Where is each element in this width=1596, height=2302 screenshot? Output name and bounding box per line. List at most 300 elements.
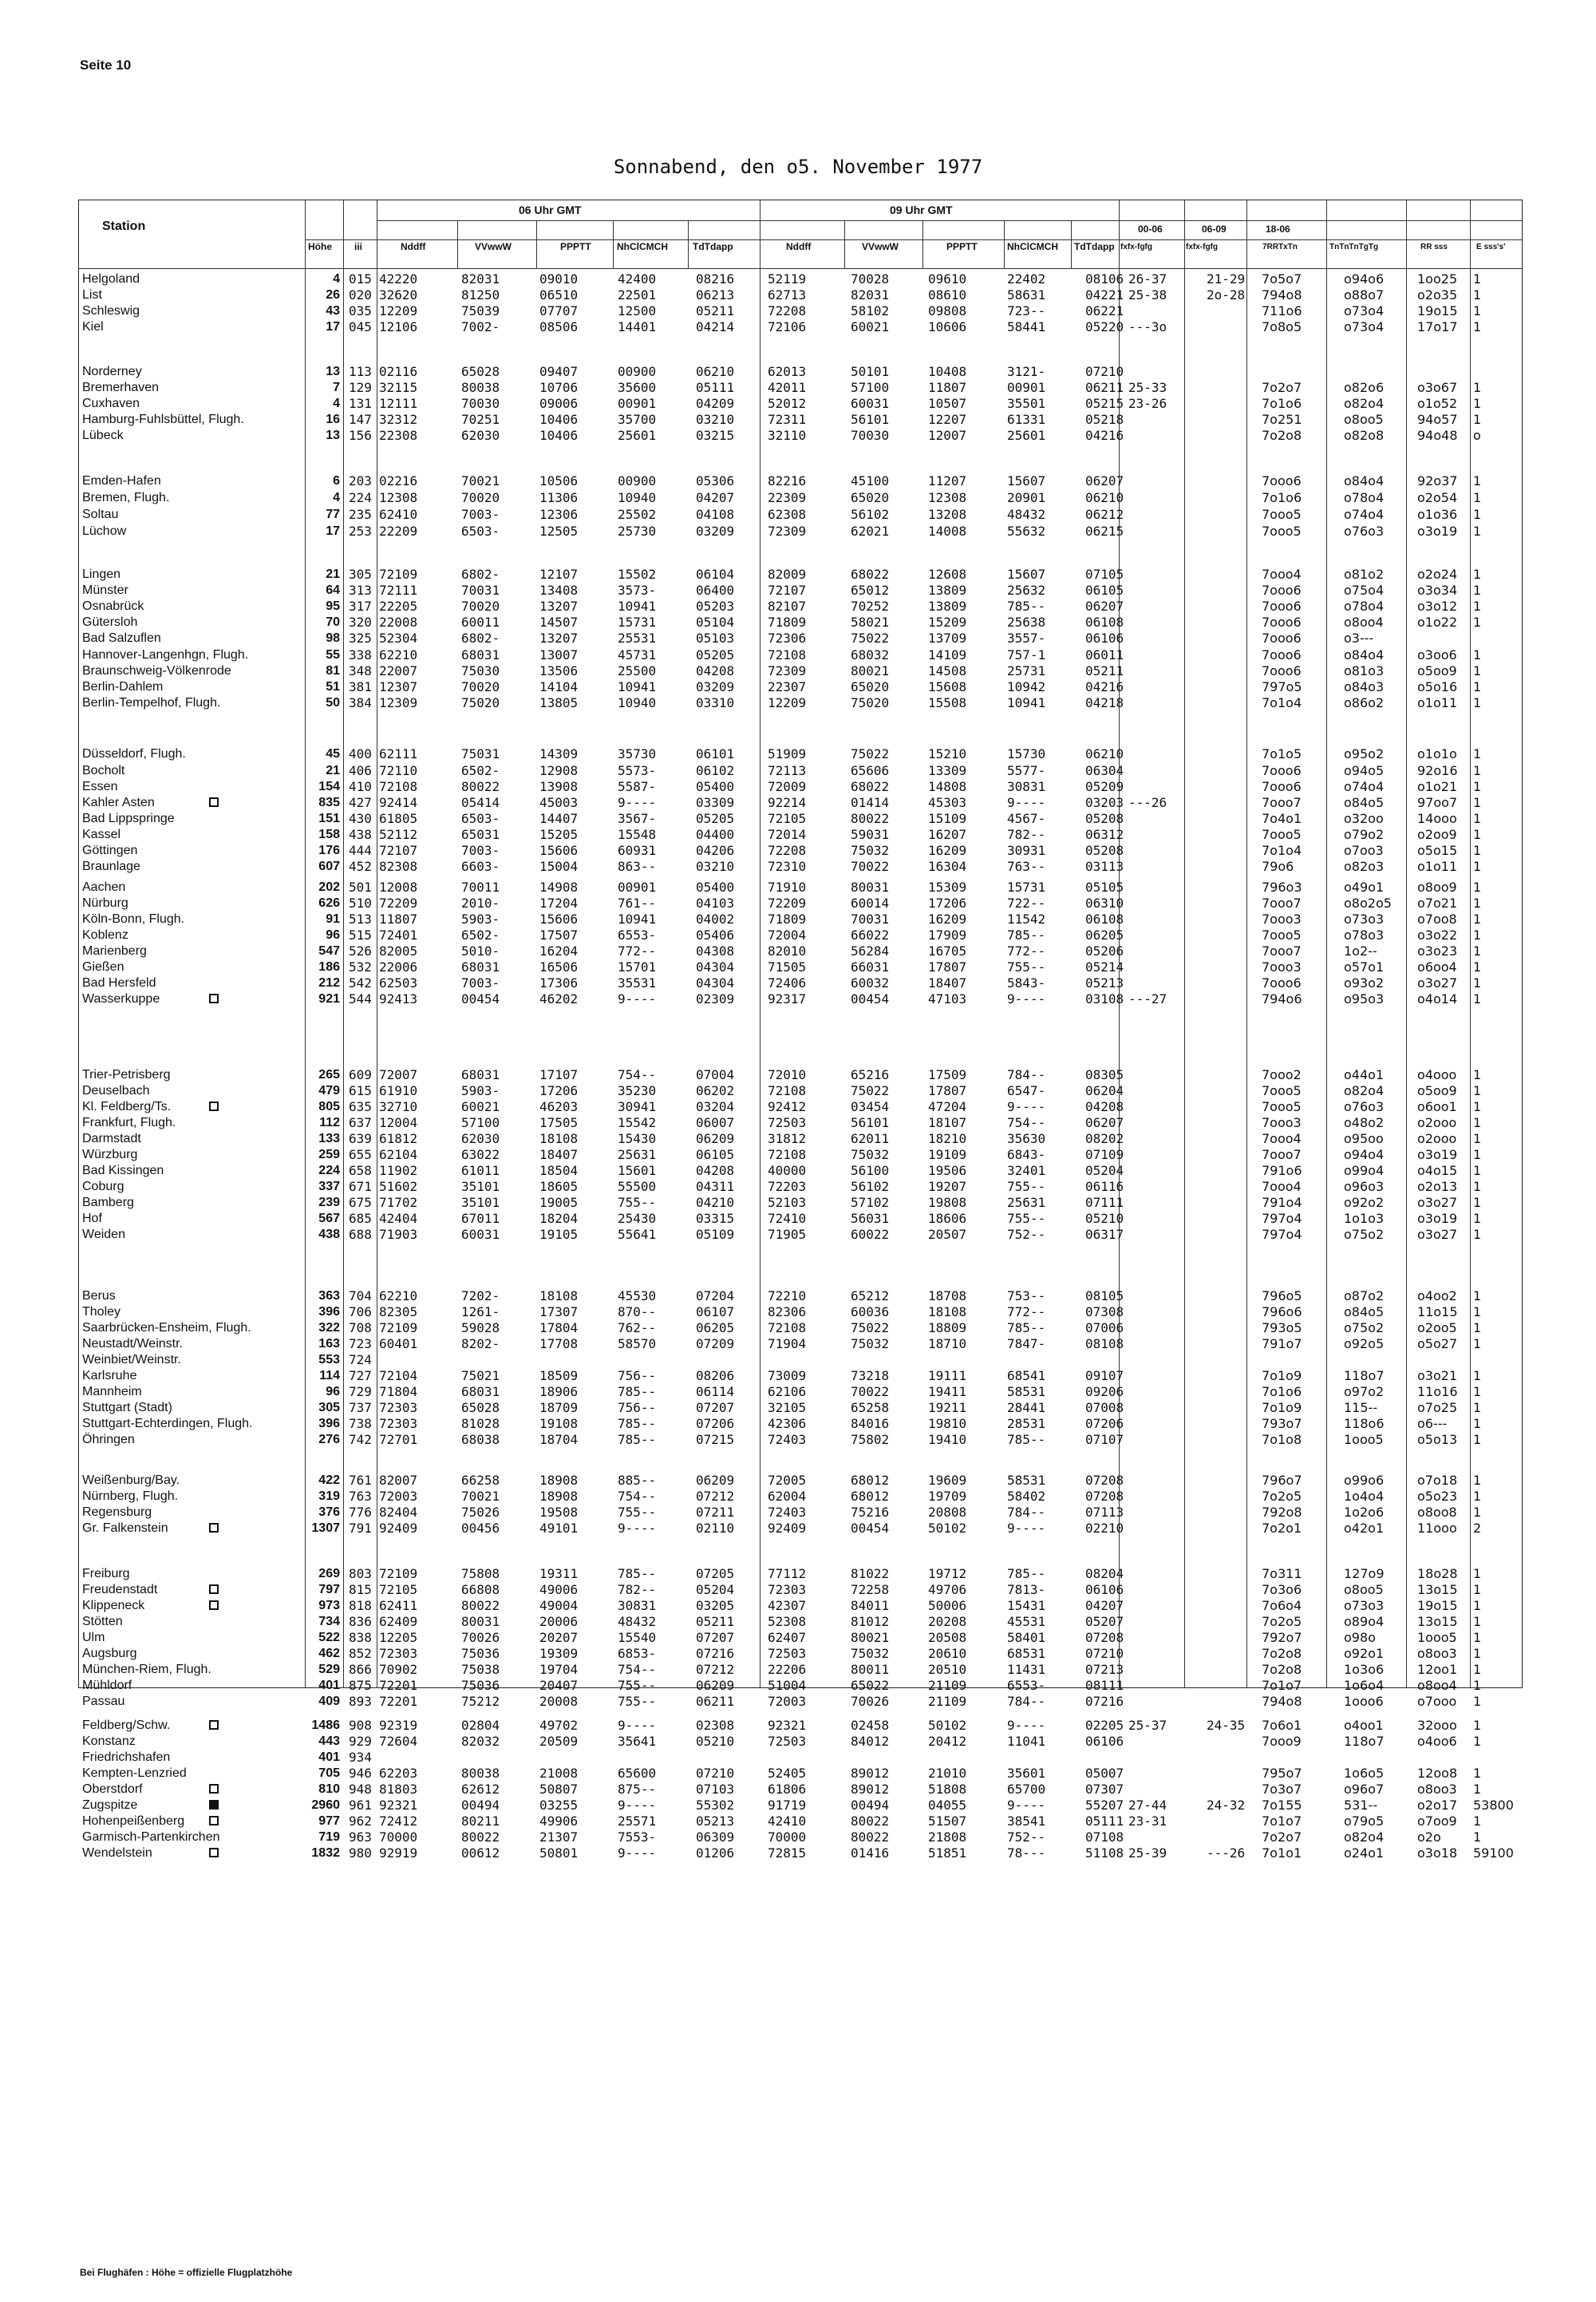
obs-group-value: 70000: [379, 1829, 418, 1845]
extra-value: o78o4: [1344, 490, 1385, 505]
gust-header-1: fxfx-fgfg: [1120, 243, 1152, 251]
extra-value: 17o17: [1417, 319, 1458, 334]
obs-group-value: 9----: [1007, 1099, 1046, 1114]
obs-group-value: 70251: [461, 412, 500, 427]
obs-group-value: 72209: [379, 896, 418, 911]
extra-value: 1: [1473, 1766, 1482, 1781]
station-index: 515: [349, 928, 372, 943]
obs-group-value: 09808: [928, 303, 967, 318]
obs-group-value: 22205: [379, 599, 418, 614]
obs-group-value: 05414: [461, 795, 500, 810]
obs-group-value: 11902: [379, 1163, 418, 1178]
extra-value: o89o4: [1344, 1614, 1385, 1629]
obs-group-value: 82305: [379, 1304, 418, 1319]
rr-t-header: 7RRTxTn: [1262, 243, 1298, 251]
obs-group-value: 70021: [461, 1489, 500, 1504]
station-index: 838: [349, 1630, 372, 1645]
obs-group-value: 9----: [618, 795, 657, 810]
extra-value: o7o25: [1417, 1400, 1458, 1415]
extra-value: 7o2o7: [1262, 380, 1302, 395]
extra-value: 1: [1473, 943, 1482, 959]
obs-group-value: 15502: [618, 567, 657, 582]
obs-group-value: 61805: [379, 811, 418, 826]
station-index: 015: [349, 271, 372, 287]
obs-group-value: 58531: [1007, 1384, 1046, 1399]
obs-group-value: 22308: [379, 428, 418, 443]
station-index: 723: [349, 1336, 372, 1351]
obs-group-value: 13709: [928, 631, 967, 646]
obs-group-value: 04002: [696, 912, 735, 927]
obs-group-value: 70020: [461, 599, 500, 614]
extra-value: 1: [1473, 1782, 1482, 1797]
obs-group-value: 45303: [928, 795, 967, 810]
obs-group-value: 09006: [539, 396, 579, 411]
obs-group-value: 12207: [928, 412, 967, 427]
ppptt-header-09: PPPTT: [946, 241, 978, 252]
table-row: [0, 811, 1596, 826]
extra-value: 7ooo6: [1262, 599, 1302, 614]
extra-value: 18o28: [1417, 1566, 1458, 1581]
obs-group-value: 00454: [851, 991, 890, 1007]
extra-value: 1: [1473, 1416, 1482, 1431]
obs-group-value: 72108: [768, 1320, 807, 1335]
extra-value: 7ooo6: [1262, 631, 1302, 646]
extra-value: 1o1o3: [1344, 1211, 1385, 1226]
obs-group-value: 04214: [696, 319, 735, 334]
obs-group-value: 17204: [539, 896, 579, 911]
obs-group-value: 80031: [851, 880, 890, 895]
obs-group-value: 782--: [618, 1582, 657, 1597]
extra-value: o3o19: [1417, 1211, 1458, 1226]
obs-group-value: 50801: [539, 1845, 579, 1861]
extra-value: 793o7: [1262, 1416, 1302, 1431]
obs-group-value: 05213: [696, 1814, 735, 1829]
obs-group-value: 05208: [1085, 811, 1124, 826]
obs-group-value: 72109: [379, 567, 418, 582]
obs-group-value: 48432: [1007, 507, 1046, 522]
obs-group-value: 10941: [1007, 695, 1046, 710]
extra-value: o3o18: [1417, 1845, 1458, 1861]
obs-group-value: 03113: [1085, 859, 1124, 874]
obs-group-value: 04208: [696, 1163, 735, 1178]
extra-value: 1: [1473, 1489, 1482, 1504]
obs-group-value: 14908: [539, 880, 579, 895]
obs-group-value: 60022: [851, 1227, 890, 1242]
obs-group-value: 32710: [379, 1099, 418, 1114]
station-altitude: 547: [318, 944, 340, 958]
obs-group-value: 92214: [768, 795, 807, 810]
station-index: 639: [349, 1131, 372, 1146]
obs-group-value: 14407: [539, 811, 579, 826]
obs-group-value: 82404: [379, 1505, 418, 1520]
extra-value: 21-29: [1207, 271, 1246, 287]
obs-group-value: 7813-: [1007, 1582, 1046, 1597]
extra-value: 1: [1473, 412, 1482, 427]
obs-group-value: 755--: [1007, 1211, 1046, 1226]
obs-group-value: 72401: [379, 928, 418, 943]
extra-value: 7o1o5: [1262, 746, 1302, 761]
station-altitude: 114: [319, 1369, 340, 1382]
station-header: Station: [102, 220, 146, 233]
extra-value: 1: [1473, 827, 1482, 842]
obs-group-value: 68038: [461, 1432, 500, 1447]
extra-value: 1ooo6: [1344, 1694, 1384, 1709]
extra-value: 7ooo6: [1262, 583, 1302, 598]
station-index: 253: [349, 524, 372, 539]
obs-group-value: 00900: [618, 364, 657, 379]
extra-value: 796o3: [1262, 880, 1302, 895]
obs-group-value: 19704: [539, 1662, 579, 1677]
obs-group-value: 03108: [1085, 991, 1124, 1007]
station-altitude: 607: [318, 860, 340, 873]
obs-group-value: 06312: [1085, 827, 1124, 842]
extra-value: 1: [1473, 647, 1482, 663]
obs-group-value: 756--: [618, 1368, 657, 1383]
station-name: Bad Hersfeld: [82, 976, 156, 990]
obs-group-value: 32401: [1007, 1163, 1046, 1178]
obs-group-value: 9----: [1007, 1718, 1046, 1733]
obs-group-value: 5587-: [618, 779, 657, 794]
obs-group-value: 71910: [768, 880, 807, 895]
obs-group-value: 72210: [768, 1288, 807, 1303]
obs-group-value: 72107: [379, 843, 418, 858]
station-name: Essen: [82, 780, 118, 793]
table-row: [0, 1368, 1596, 1383]
station-index: 776: [349, 1505, 372, 1520]
station-name: Cuxhaven: [82, 397, 140, 410]
obs-group-value: 71505: [768, 959, 807, 975]
obs-group-value: 80022: [461, 1598, 500, 1613]
obs-group-value: 25731: [1007, 663, 1046, 678]
obs-group-value: 723--: [1007, 303, 1046, 318]
obs-group-value: 09407: [539, 364, 579, 379]
obs-group-value: 19712: [928, 1566, 967, 1581]
mountain-station-marker-icon: [209, 1720, 219, 1730]
obs-group-value: 13809: [928, 599, 967, 614]
obs-group-value: 10941: [618, 912, 657, 927]
table-row: [0, 1083, 1596, 1098]
station-index: 235: [349, 507, 372, 522]
obs-group-value: 70021: [461, 473, 500, 488]
extra-value: 7o6o1: [1262, 1718, 1302, 1733]
extra-value: 7o1o7: [1262, 1814, 1302, 1829]
obs-group-value: 17505: [539, 1115, 579, 1130]
obs-group-value: 15607: [1007, 473, 1046, 488]
station-name: Bocholt: [82, 764, 125, 777]
obs-group-value: 15431: [1007, 1598, 1046, 1613]
obs-group-value: 72005: [768, 1473, 807, 1488]
station-name: Kiel: [82, 320, 104, 334]
obs-group-value: 56101: [851, 412, 890, 427]
extra-value: o8oo3: [1417, 1782, 1457, 1797]
obs-group-value: 18108: [928, 1304, 967, 1319]
extra-value: o3o27: [1417, 975, 1458, 991]
extra-value: o6---: [1417, 1416, 1448, 1431]
obs-group-value: 32110: [768, 428, 807, 443]
table-row: [0, 1384, 1596, 1399]
obs-group-value: 62004: [768, 1489, 807, 1504]
obs-group-value: 28531: [1007, 1416, 1046, 1431]
extra-value: 797o5: [1262, 679, 1302, 694]
station-altitude: 977: [318, 1814, 340, 1828]
extra-value: 118o7: [1344, 1734, 1385, 1749]
obs-group-value: 19411: [928, 1384, 967, 1399]
extra-value: o48o2: [1344, 1115, 1385, 1130]
obs-group-value: 35730: [618, 746, 657, 761]
obs-group-value: 82031: [461, 271, 500, 287]
extra-value: o8oo9: [1417, 880, 1457, 895]
extra-value: o97o2: [1344, 1384, 1385, 1399]
extra-value: 7o2o7: [1262, 1829, 1302, 1845]
extra-value: 1: [1473, 1505, 1482, 1520]
mountain-station-marker-icon: [209, 797, 219, 807]
obs-group-value: 03210: [696, 412, 735, 427]
extra-value: o4o14: [1417, 991, 1458, 1007]
obs-group-value: 68032: [851, 647, 890, 663]
obs-group-value: 62106: [768, 1384, 807, 1399]
obs-group-value: 03203: [1085, 795, 1124, 810]
period-0006-header: 00-06: [1138, 223, 1163, 235]
obs-group-value: 75021: [461, 1368, 500, 1383]
extra-value: o99o6: [1344, 1473, 1385, 1488]
station-index: 542: [349, 975, 372, 991]
extra-value: 1: [1473, 380, 1482, 395]
obs-group-value: 62011: [851, 1131, 890, 1146]
table-row: [0, 303, 1596, 318]
station-index: 934: [349, 1750, 372, 1765]
obs-group-value: 70000: [768, 1829, 807, 1845]
station-name: Hamburg-Fuhlsbüttel, Flugh.: [82, 413, 244, 426]
obs-group-value: 75020: [461, 695, 500, 710]
extra-value: o5oo9: [1417, 1083, 1457, 1098]
station-altitude: 4: [333, 397, 340, 410]
obs-group-value: 25632: [1007, 583, 1046, 598]
station-altitude: 26: [326, 288, 340, 302]
extra-value: 1: [1473, 1614, 1482, 1629]
obs-group-value: 11207: [928, 473, 967, 488]
obs-group-value: 75032: [851, 1336, 890, 1351]
obs-group-value: 6802-: [461, 567, 500, 582]
station-altitude: 438: [318, 1228, 340, 1241]
extra-value: o82o6: [1344, 380, 1385, 395]
obs-group-value: 19309: [539, 1646, 579, 1661]
table-row: [0, 271, 1596, 287]
station-name: Berus: [82, 1289, 116, 1303]
extra-value: 7ooo3: [1262, 1115, 1302, 1130]
obs-group-value: 92321: [379, 1798, 418, 1813]
extra-value: 7o1o7: [1262, 1678, 1302, 1693]
extra-value: 25-33: [1128, 380, 1167, 395]
station-altitude: 186: [318, 960, 340, 974]
obs-group-value: 09107: [1085, 1368, 1124, 1383]
obs-group-value: 15542: [618, 1115, 657, 1130]
extra-value: o3o27: [1417, 1227, 1458, 1242]
extra-value: 1: [1473, 880, 1482, 895]
obs-group-value: 50006: [928, 1598, 967, 1613]
obs-group-value: 14508: [928, 663, 967, 678]
obs-group-value: 19508: [539, 1505, 579, 1520]
obs-group-value: 784--: [1007, 1505, 1046, 1520]
obs-group-value: 18108: [539, 1131, 579, 1146]
extra-value: 1o3o6: [1344, 1662, 1385, 1677]
obs-group-value: 17306: [539, 975, 579, 991]
obs-group-value: 32115: [379, 380, 418, 395]
obs-group-value: 13007: [539, 647, 579, 663]
obs-group-value: 17507: [539, 928, 579, 943]
obs-group-value: 757-1: [1007, 647, 1046, 663]
table-row: [0, 364, 1596, 379]
extra-value: o42o1: [1344, 1521, 1385, 1536]
obs-group-value: 13309: [928, 763, 967, 778]
extra-value: o79o5: [1344, 1814, 1385, 1829]
extra-value: 1: [1473, 1630, 1482, 1645]
tdapp-header: TdTdapp: [693, 241, 733, 252]
extra-value: 1: [1473, 490, 1482, 505]
obs-group-value: 58102: [851, 303, 890, 318]
obs-group-value: 17206: [539, 1083, 579, 1098]
table-row: [0, 1131, 1596, 1146]
extra-value: o4oo2: [1417, 1288, 1457, 1303]
station-name: Lüchow: [82, 524, 127, 538]
obs-group-value: 62308: [768, 507, 807, 522]
station-altitude: 98: [326, 631, 340, 645]
obs-group-value: 42307: [768, 1598, 807, 1613]
station-altitude: 269: [318, 1567, 340, 1580]
obs-group-value: 754--: [1007, 1115, 1046, 1130]
obs-group-value: 863--: [618, 859, 657, 874]
obs-group-value: 75030: [461, 663, 500, 678]
station-index: 156: [349, 428, 372, 443]
station-name: Würzburg: [82, 1148, 138, 1161]
extra-value: 7ooo4: [1262, 1131, 1302, 1146]
obs-group-value: 10940: [618, 695, 657, 710]
period-0609-header: 06-09: [1202, 223, 1227, 235]
table-row: [0, 599, 1596, 614]
obs-group-value: 62021: [851, 524, 890, 539]
extra-value: 23-31: [1128, 1814, 1167, 1829]
obs-group-value: 70020: [461, 490, 500, 505]
table-row: [0, 396, 1596, 411]
obs-group-value: 65031: [461, 827, 500, 842]
obs-group-value: 60032: [851, 975, 890, 991]
station-index: 532: [349, 959, 372, 975]
obs-group-value: 30941: [618, 1099, 657, 1114]
obs-group-value: 75026: [461, 1505, 500, 1520]
obs-group-value: 17909: [928, 928, 967, 943]
extra-value: o3o27: [1417, 1195, 1458, 1210]
extra-value: 7ooo6: [1262, 763, 1302, 778]
station-altitude: 151: [318, 812, 340, 825]
obs-group-value: 07006: [1085, 1320, 1124, 1335]
nhcl-header: NhClCMCH: [617, 241, 668, 252]
tn-header: TnTnTnTgTg: [1329, 243, 1379, 251]
obs-group-value: 03209: [696, 679, 735, 694]
obs-group-value: 07212: [696, 1489, 735, 1504]
obs-group-value: 72108: [768, 1083, 807, 1098]
obs-group-value: 05204: [696, 1582, 735, 1597]
obs-group-value: 785--: [618, 1566, 657, 1581]
ppptt-header: PPPTT: [560, 241, 591, 252]
obs-group-value: 72503: [768, 1115, 807, 1130]
extra-value: o1o21: [1417, 779, 1458, 794]
obs-group-value: 60031: [851, 396, 890, 411]
obs-group-value: 68031: [461, 1384, 500, 1399]
table-row: [0, 631, 1596, 646]
obs-group-value: 12908: [539, 763, 579, 778]
obs-group-value: 50101: [851, 364, 890, 379]
obs-group-value: 722--: [1007, 896, 1046, 911]
obs-group-value: 06309: [696, 1829, 735, 1845]
obs-group-value: 05218: [1085, 412, 1124, 427]
obs-group-value: 7202-: [461, 1288, 500, 1303]
extra-value: o81o3: [1344, 663, 1385, 678]
extra-value: 2: [1473, 1521, 1482, 1536]
station-index: 635: [349, 1099, 372, 1114]
obs-group-value: 9----: [1007, 991, 1046, 1007]
obs-group-value: 10406: [539, 428, 579, 443]
station-index: 791: [349, 1521, 372, 1536]
extra-value: 7o155: [1262, 1798, 1302, 1813]
obs-group-value: 25631: [1007, 1195, 1046, 1210]
obs-group-value: 22309: [768, 490, 807, 505]
obs-group-value: 22008: [379, 615, 418, 630]
table-row: [0, 779, 1596, 794]
obs-group-value: 13408: [539, 583, 579, 598]
obs-group-value: 8202-: [461, 1336, 500, 1351]
obs-group-value: 07103: [696, 1782, 735, 1797]
extra-value: 92o16: [1417, 763, 1458, 778]
obs-group-value: 13805: [539, 695, 579, 710]
obs-group-value: 62503: [379, 975, 418, 991]
obs-group-value: 75022: [851, 631, 890, 646]
obs-group-value: 61331: [1007, 412, 1046, 427]
obs-group-value: 75802: [851, 1432, 890, 1447]
obs-group-value: 5573-: [618, 763, 657, 778]
extra-value: 79o6: [1262, 859, 1294, 874]
vvwww-header-09: VVwwW: [862, 241, 899, 252]
obs-group-value: 92409: [379, 1521, 418, 1536]
obs-group-value: 71905: [768, 1227, 807, 1242]
extra-value: 1: [1473, 1115, 1482, 1130]
obs-group-value: 25730: [618, 524, 657, 539]
table-row: [0, 795, 1596, 810]
extra-value: 25-37: [1128, 1718, 1167, 1733]
station-index: 708: [349, 1320, 372, 1335]
extra-value: o99o4: [1344, 1163, 1385, 1178]
obs-group-value: 03210: [696, 859, 735, 874]
table-row: [0, 490, 1596, 505]
extra-value: o2o24: [1417, 567, 1458, 582]
obs-group-value: 65606: [851, 763, 890, 778]
extra-value: 1: [1473, 1814, 1482, 1829]
extra-value: 1: [1473, 1163, 1482, 1178]
extra-value: o73o4: [1344, 319, 1385, 334]
station-index: 430: [349, 811, 372, 826]
extra-value: 7ooo7: [1262, 795, 1302, 810]
obs-group-value: 17708: [539, 1336, 579, 1351]
table-row: [0, 1694, 1596, 1709]
obs-group-value: 06101: [696, 746, 735, 761]
mountain-station-marker-icon: [209, 994, 219, 1003]
station-name: Hannover-Langenhgn, Flugh.: [82, 648, 249, 662]
extra-value: 7ooo6: [1262, 615, 1302, 630]
obs-group-value: 16705: [928, 943, 967, 959]
obs-group-value: 07206: [696, 1416, 735, 1431]
station-index: 962: [349, 1814, 372, 1829]
obs-group-value: 62030: [461, 1131, 500, 1146]
obs-group-value: 07208: [1085, 1473, 1124, 1488]
obs-group-value: 65216: [851, 1067, 890, 1082]
